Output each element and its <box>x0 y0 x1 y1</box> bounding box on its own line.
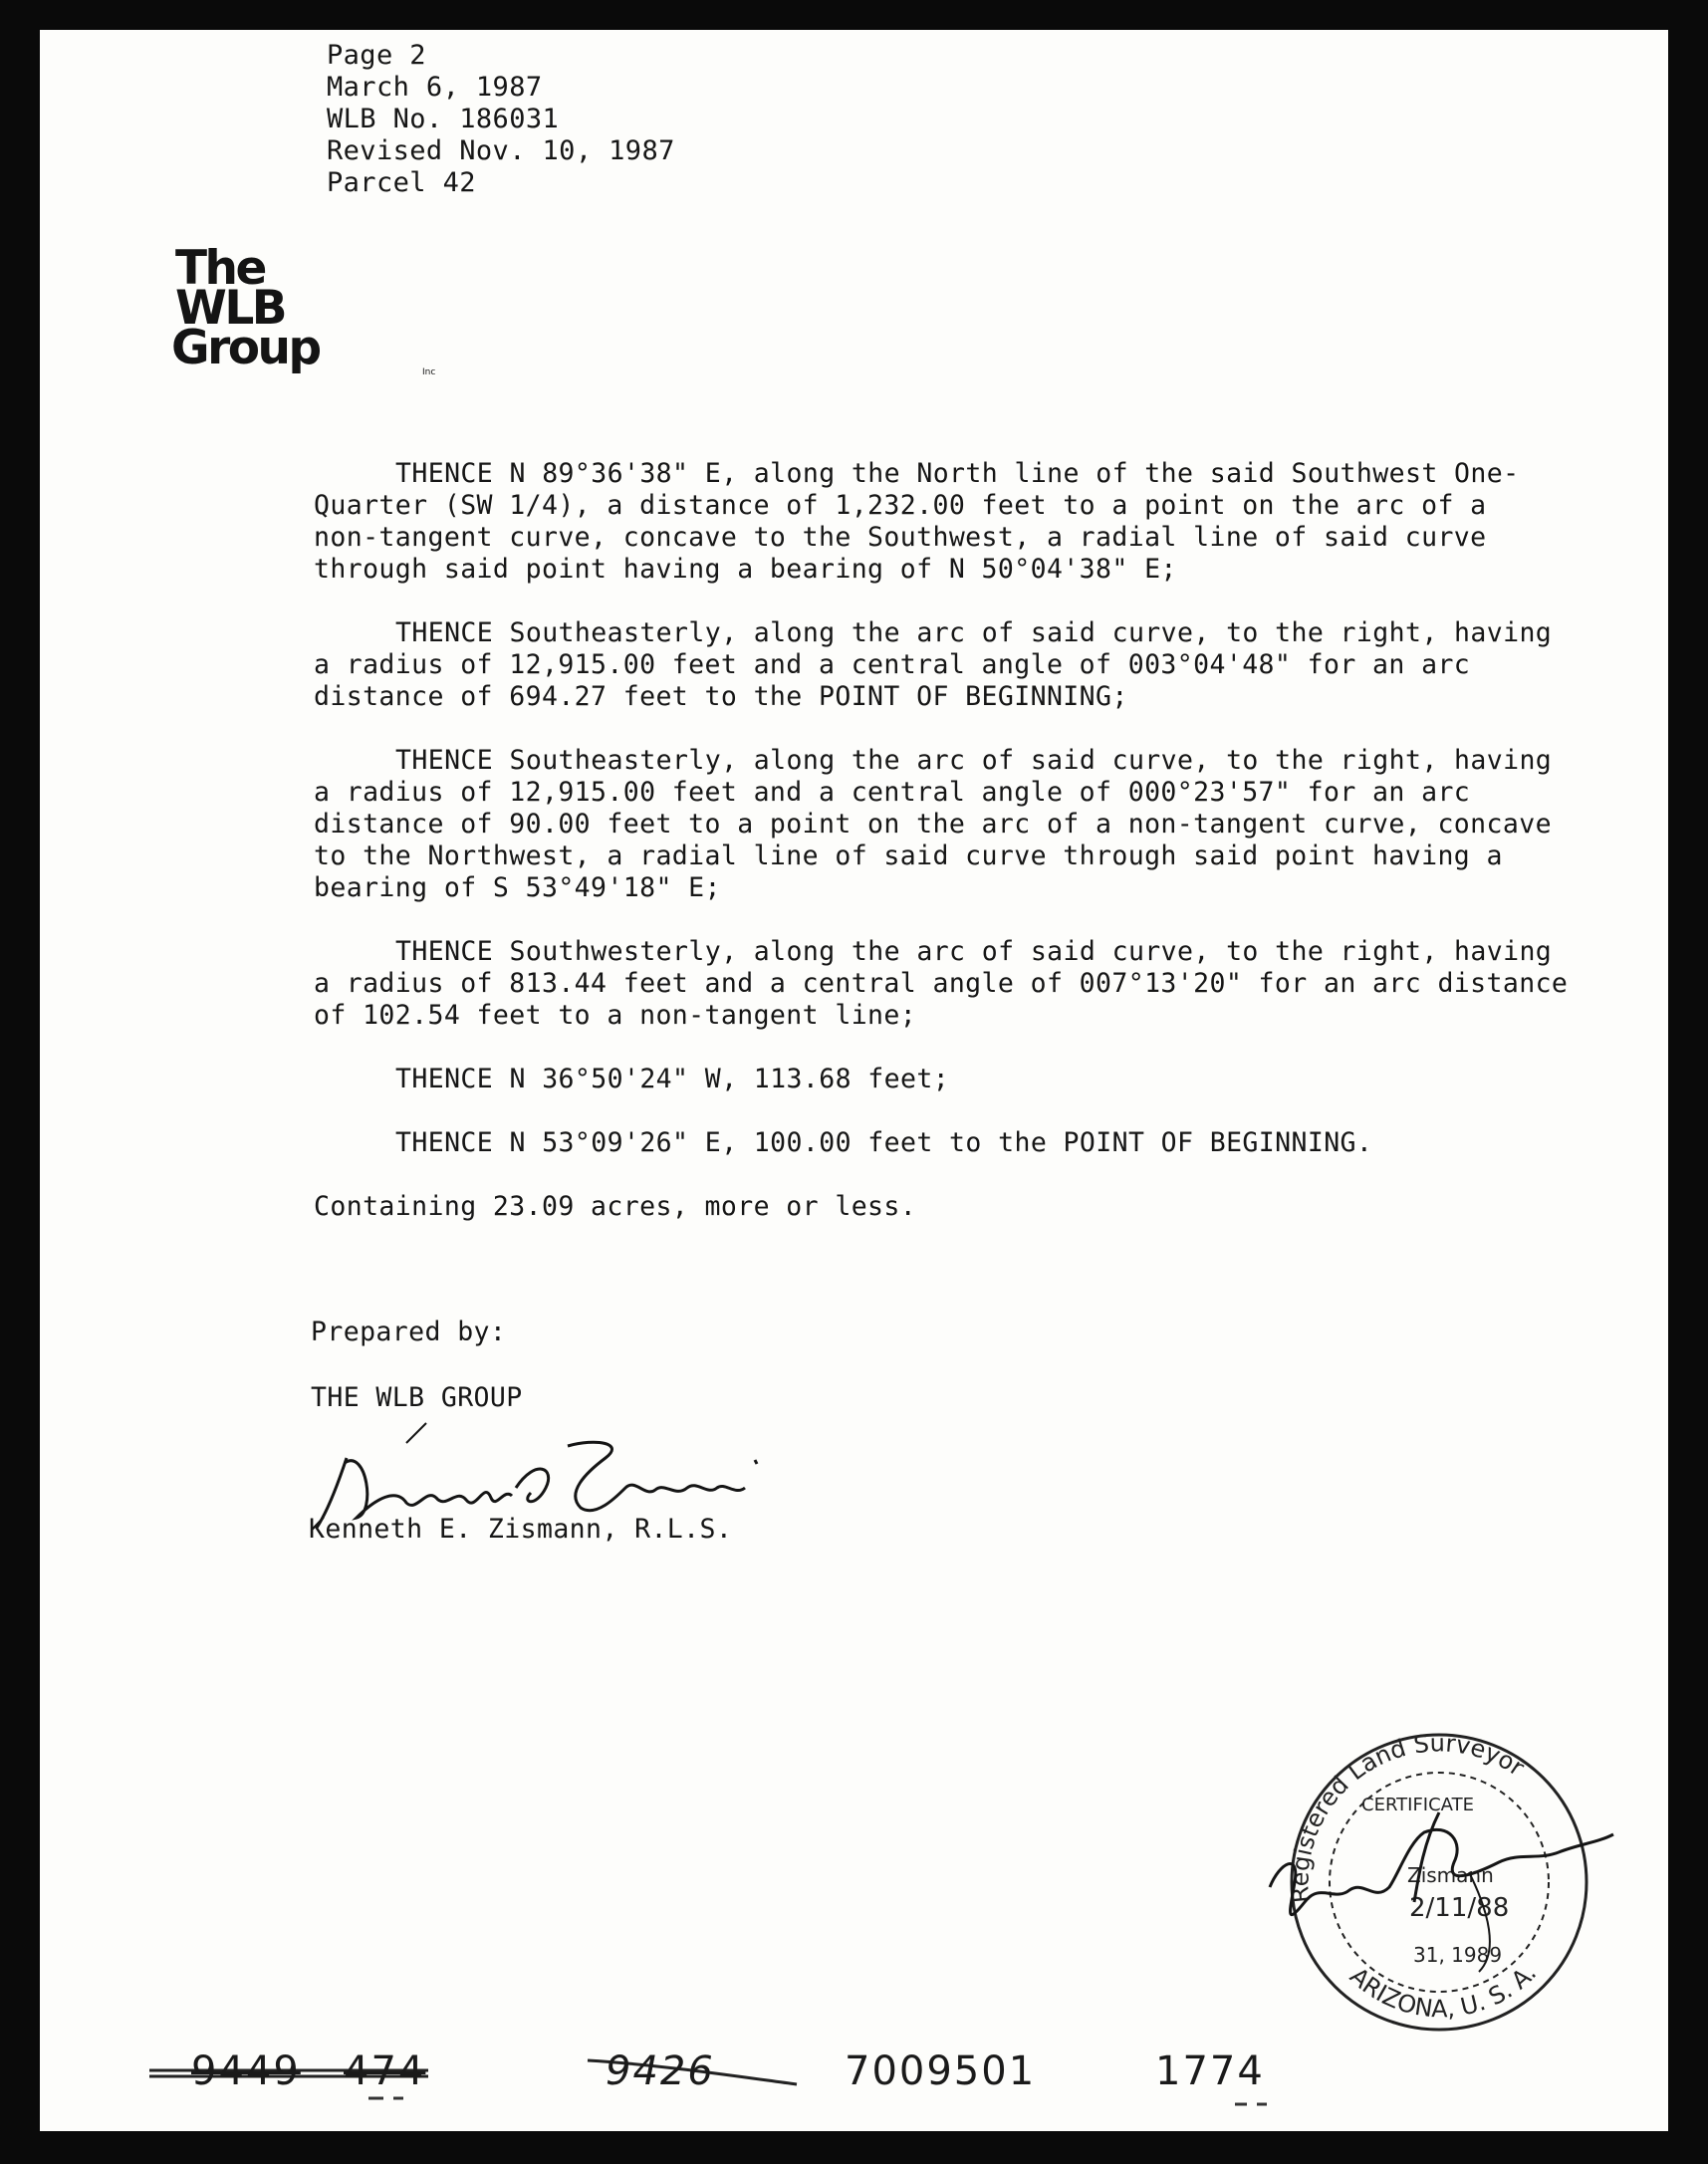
course-paragraph-2: THENCE Southeasterly, along the arc of said curve, to the right, having a radius of 12,915.00 feet and a central angle of 003°04'48" for an arc distance of 694.27 feet to the POINT OF BEGINNING; <box>314 617 1553 712</box>
seal-date: 2/11/88 <box>1409 1893 1510 1923</box>
logo-line-wlb: WLB <box>175 281 286 336</box>
document-header <box>327 40 675 199</box>
revised-date: Revised Nov. 10, 1987 <box>327 135 675 166</box>
logo-inc-suffix: Inc <box>422 367 436 377</box>
logo-line-group: Group <box>171 321 320 375</box>
footer-number-1: 9449 <box>191 2048 301 2094</box>
signer-name: Kenneth E. Zismann, R.L.S. <box>309 1514 733 1545</box>
paper-page <box>40 30 1668 2131</box>
legal-description <box>314 458 1648 1255</box>
logo-line-the: The <box>175 241 265 296</box>
footer-number-2: 474 <box>344 2048 426 2094</box>
firm-name: THE WLB GROUP <box>311 1382 523 1413</box>
acreage-statement: Containing 23.09 acres, more or less. <box>314 1191 917 1222</box>
surveyor-seal-stamp <box>1250 1713 1628 2032</box>
footer-number-4: 7009501 <box>845 2048 1037 2094</box>
seal-name: Zismann <box>1407 1863 1494 1887</box>
wlb-group-logo <box>171 241 436 377</box>
footer-number-3: 9426 <box>606 2048 715 2094</box>
course-paragraph-4: THENCE Southwesterly, along the arc of said curve, to the right, having a radius of 813.44 feet and a central angle of 007°13'20" for an arc distance of 102.54 feet to a non-tangent line; <box>314 936 1569 1031</box>
course-paragraph-5: THENCE N 36°50'24" W, 113.68 feet; <box>395 1064 950 1094</box>
page-number: Page 2 <box>327 40 426 71</box>
seal-bottom-text: ARIZONA, U. S. A. <box>1344 1959 1543 2024</box>
wlb-number: WLB No. 186031 <box>327 104 560 134</box>
footer-number-5: 1774 <box>1155 2048 1265 2094</box>
course-paragraph-1: THENCE N 89°36'38" E, along the North line of the said Southwest One- Quarter (SW 1/4), a distance of 1,232.00 feet to a point on the arc of a non-tangent curve, concave to the Southwest, a radial line of said curve through said point having a bearing of N 50°04'38" E; <box>314 458 1520 585</box>
document-date: March 6, 1987 <box>327 72 543 103</box>
footer-reference-numbers <box>40 2046 1668 2116</box>
parcel-number: Parcel 42 <box>327 167 476 198</box>
seal-certificate: CERTIFICATE <box>1361 1795 1474 1815</box>
seal-top-text: Registered Land Surveyor <box>1286 1729 1530 1905</box>
course-paragraph-6: THENCE N 53°09'26" E, 100.00 feet to the POINT OF BEGINNING. <box>395 1127 1373 1158</box>
prepared-by-label: Prepared by: <box>311 1317 507 1347</box>
course-paragraph-3: THENCE Southeasterly, along the arc of said curve, to the right, having a radius of 12,915.00 feet and a central angle of 000°23'57" for an arc distance of 90.00 feet to a point on the arc of a non-tangent curve, concave to the Northwest, a radial line of said curve through said point having a bearing of S 53°49'18" E; <box>314 745 1553 903</box>
seal-expires: 31, 1989 <box>1413 1943 1503 1967</box>
